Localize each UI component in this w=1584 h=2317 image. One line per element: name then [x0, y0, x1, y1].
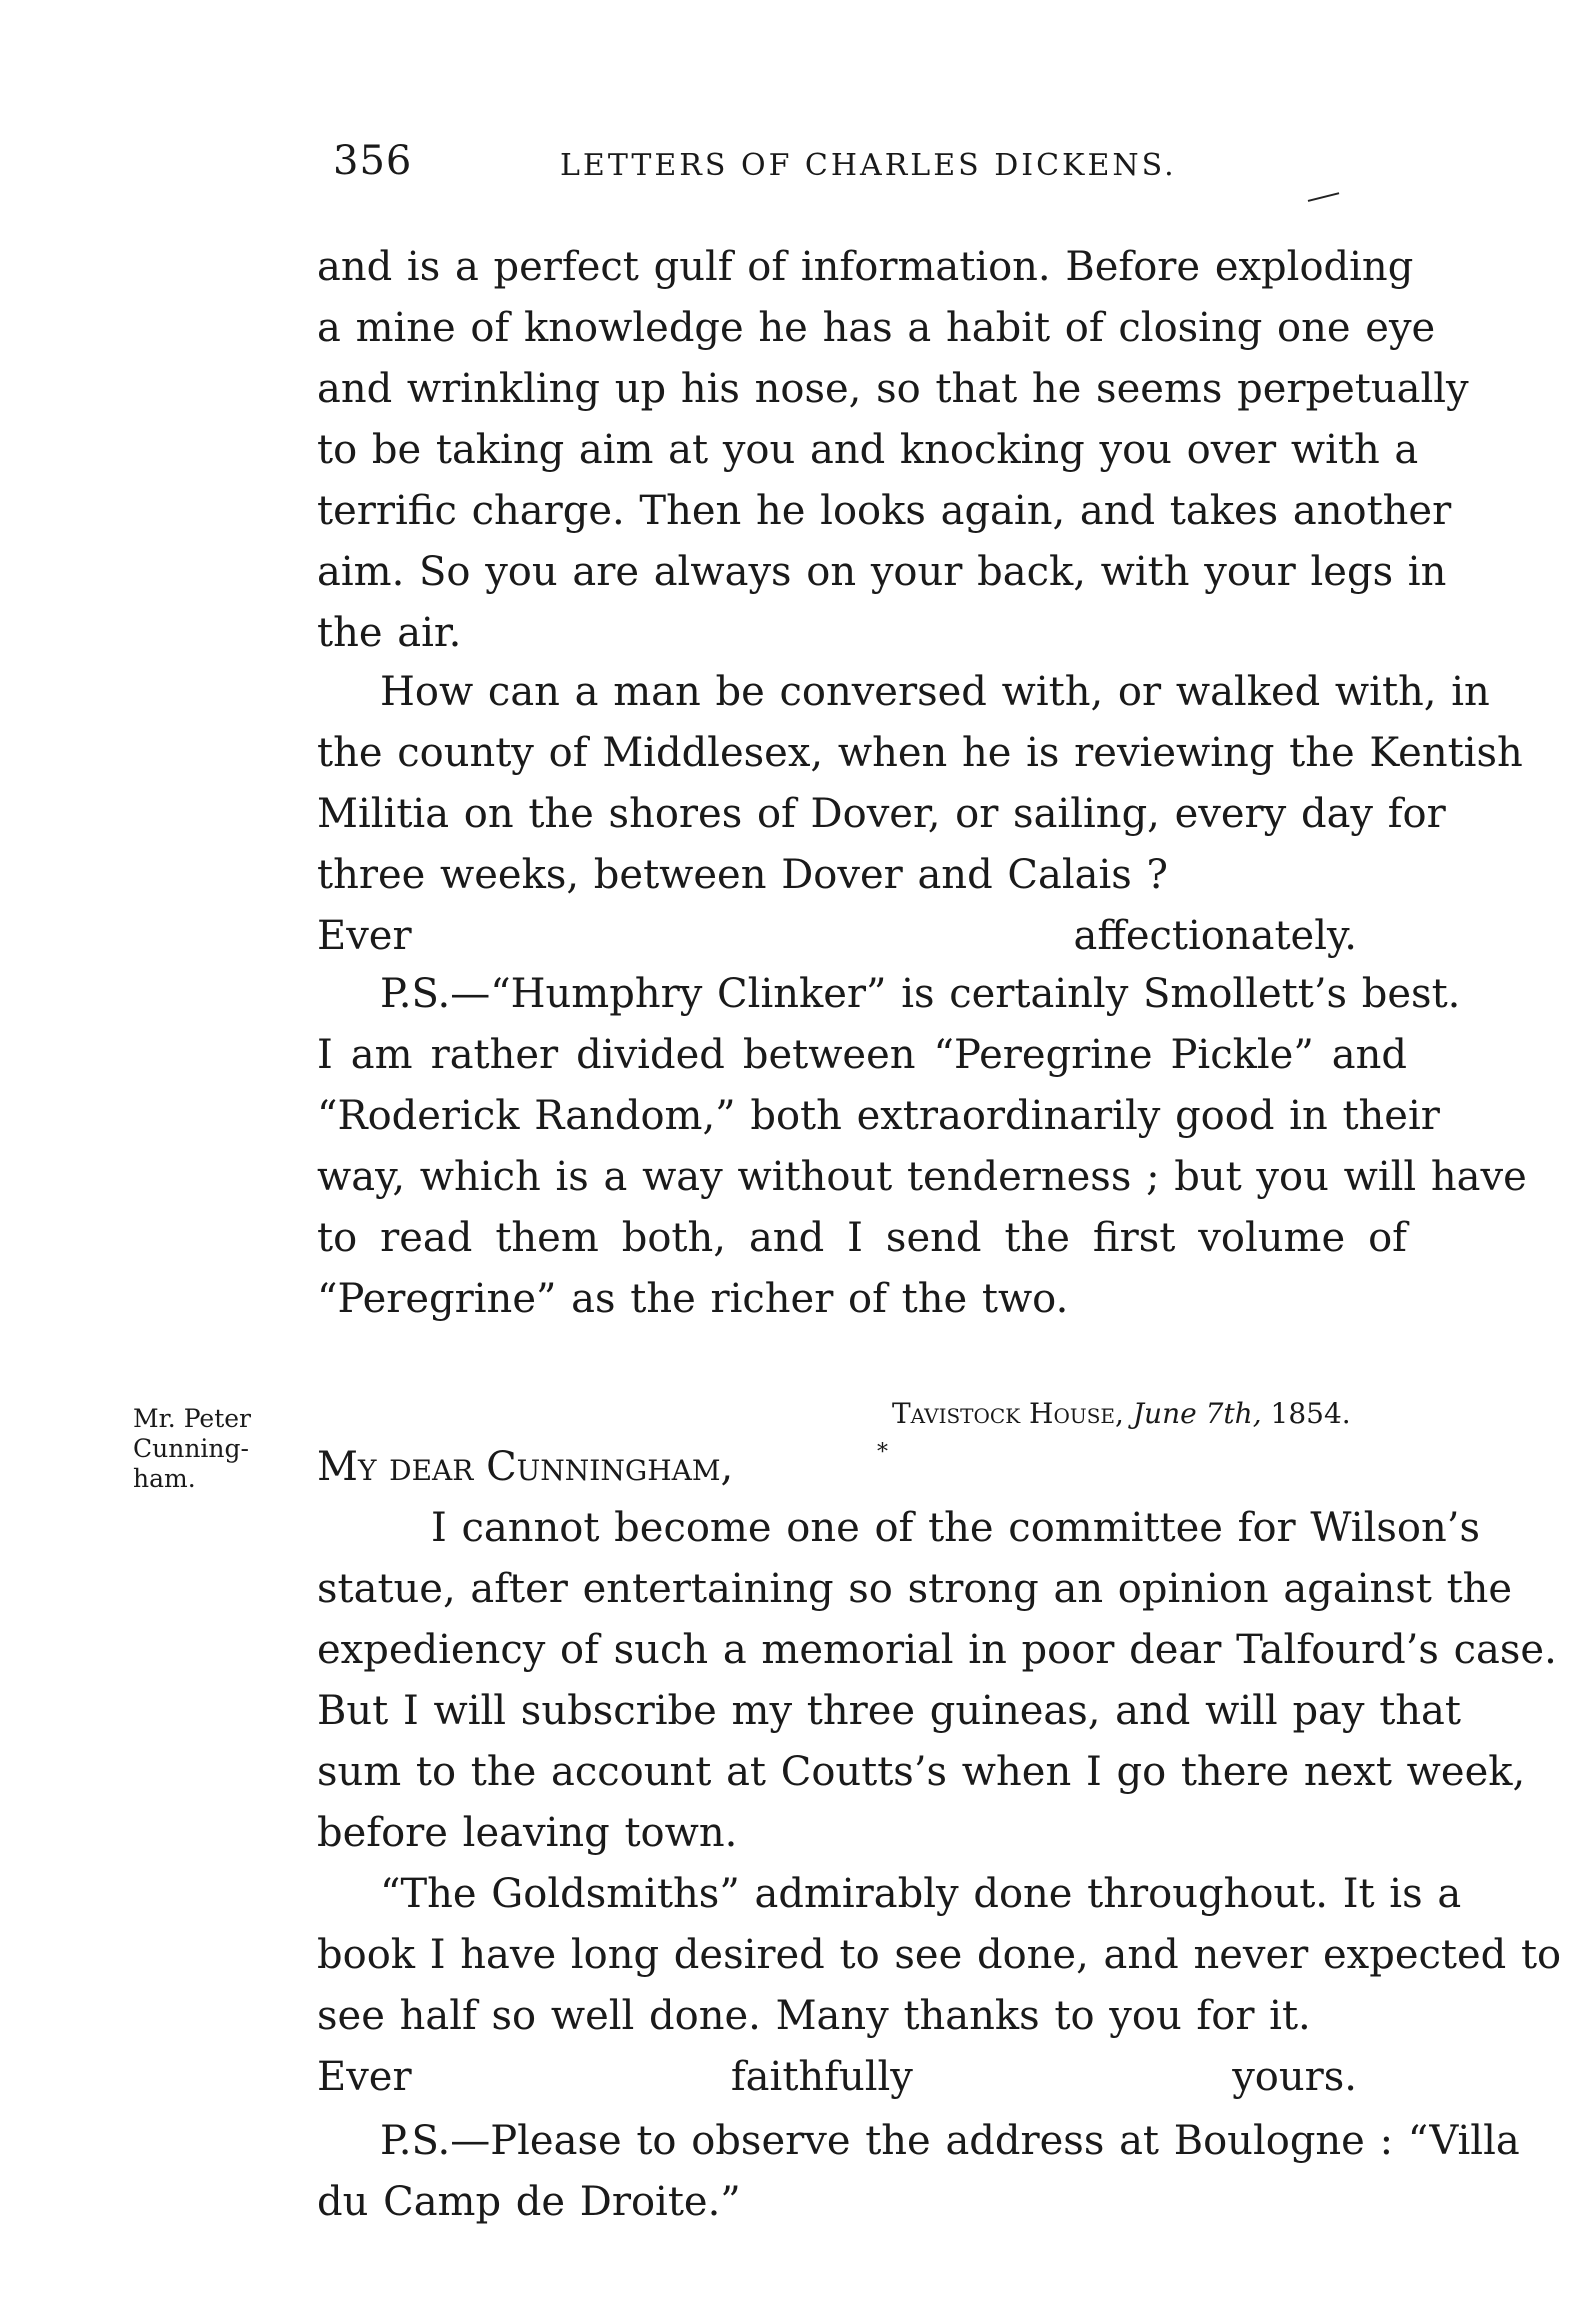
text-line: before leaving town.	[317, 1810, 738, 1856]
asterisk-mark: *	[877, 1440, 888, 1465]
text-line: P.S.—“Humphry Clinker” is certainly Smollett’s best.	[380, 971, 1461, 1017]
text-line: I am rather divided between “Peregrine Pickle” and	[317, 1032, 1407, 1078]
text-line: “Peregrine” as the richer of the two.	[317, 1276, 1069, 1322]
text-line: the air.	[317, 610, 462, 656]
text-line: expediency of such a memorial in poor dear Talfourd’s case.	[317, 1627, 1557, 1673]
letter2-paragraph-1	[317, 1498, 1557, 1864]
print-mark	[1308, 192, 1341, 206]
text-line: way, which is a way without tenderness ; but you will have	[317, 1154, 1527, 1200]
letter2-postscript	[317, 2111, 1520, 2233]
text-line: du Camp de Droite.”	[317, 2179, 741, 2225]
text-line: see half so well done. Many thanks to you for it.	[317, 1993, 1311, 2039]
salutation: My dear Cunningham,	[317, 1444, 734, 1490]
text-line: book I have long desired to see done, and never expected to	[317, 1932, 1562, 1978]
text-line: and is a perfect gulf of information. Before exploding	[317, 244, 1414, 290]
text-line: a mine of knowledge he has a habit of closing one eye	[317, 305, 1436, 351]
text-line: and wrinkling up his nose, so that he seems perpetually	[317, 366, 1469, 412]
text-line: “The Goldsmiths” admirably done throughout. It is a	[380, 1871, 1462, 1917]
letter1-closing: Ever affectionately.	[317, 913, 1357, 959]
text-line: P.S.—Please to observe the address at Boulogne : “Villa	[380, 2118, 1520, 2164]
text-line: sum to the account at Coutts’s when I go there next week,	[317, 1749, 1526, 1795]
text-line: aim. So you are always on your back, with your legs in	[317, 549, 1447, 595]
letter1-paragraph-2	[317, 662, 1523, 967]
text-line: to be taking aim at you and knocking you over with a	[317, 427, 1419, 473]
letter2-closing: Ever faithfully yours.	[317, 2054, 1357, 2100]
text-line: “Roderick Random,” both extraordinarily good in their	[317, 1093, 1440, 1139]
text-line: three weeks, between Dover and Calais ?	[317, 852, 1168, 898]
dateline-place: Tavistock House,	[892, 1397, 1124, 1430]
letter1-postscript	[317, 964, 1527, 1330]
text-line: terrific charge. Then he looks again, and takes another	[317, 488, 1452, 534]
text-line: statue, after entertaining so strong an opinion against the	[317, 1566, 1513, 1612]
text-line: Militia on the shores of Dover, or sailing, every day for	[317, 791, 1446, 837]
dateline	[892, 1397, 1351, 1430]
margin-note-line: Mr. Peter	[133, 1404, 251, 1433]
text-line: I cannot become one of the committee for Wilson’s	[431, 1505, 1480, 1551]
margin-note-line: ham.	[133, 1464, 196, 1493]
page-number: 356	[333, 138, 413, 184]
margin-note-line: Cunning-	[133, 1434, 249, 1463]
text-line: the county of Middlesex, when he is reviewing the Kentish	[317, 730, 1523, 776]
letter1-paragraph-1	[317, 237, 1469, 664]
text-line: to read them both, and I send the first volume of	[317, 1215, 1407, 1261]
letter2-paragraph-2	[317, 1864, 1562, 2108]
dateline-date: June 7th,	[1132, 1397, 1262, 1430]
running-title: LETTERS OF CHARLES DICKENS.	[560, 148, 1177, 183]
dateline-year: 1854.	[1270, 1397, 1351, 1430]
margin-note-recipient	[133, 1404, 251, 1494]
text-line: But I will subscribe my three guineas, and will pay that	[317, 1688, 1461, 1734]
text-line: How can a man be conversed with, or walked with, in	[380, 669, 1490, 715]
